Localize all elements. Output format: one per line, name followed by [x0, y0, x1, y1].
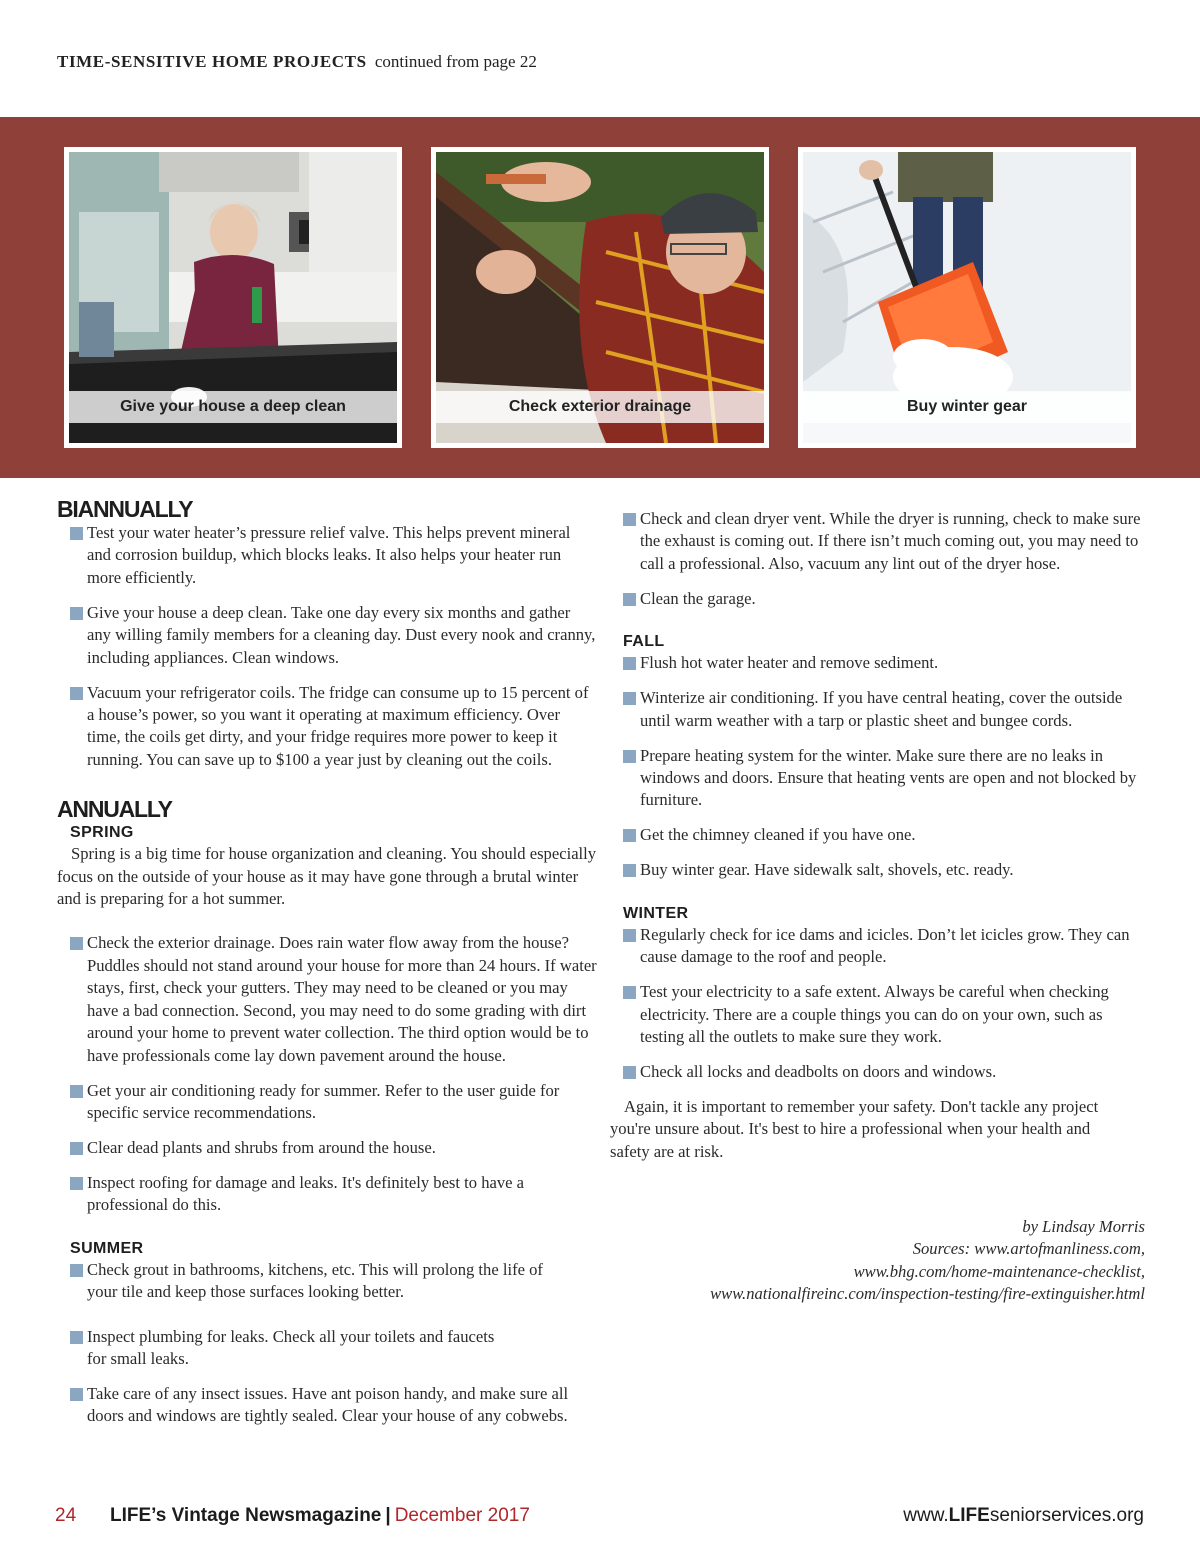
square-bullet-icon: [70, 527, 83, 540]
running-head-continued: continued from page 22: [374, 52, 537, 71]
list-item: Inspect roofing for damage and leaks. It's definitely best to have a professional do this.: [57, 1172, 597, 1217]
square-bullet-icon: [70, 687, 83, 700]
list-item: Check the exterior drainage. Does rain water flow away from the house? Puddles should not stand around your house for more than 24 hours. If water stays, first, check your gutters. They may need to be cleaned or you may have a bad connection. Second, you may need to do some grading with dirt around your home to prevent water collection. The third option would be to have professionals come lay down pavement around the house.: [57, 932, 597, 1066]
running-head-title: TIME-SENSITIVE HOME PROJECTS: [57, 52, 367, 71]
page-number: 24: [55, 1505, 77, 1526]
square-bullet-icon: [70, 607, 83, 620]
photo-banner: [0, 117, 1200, 478]
photo-drainage: [431, 147, 769, 448]
square-bullet-icon: [623, 657, 636, 670]
square-bullet-icon: [70, 1177, 83, 1190]
byline-sources-1: Sources: www.artofmanliness.com,: [912, 1239, 1145, 1259]
photo-caption: Give your house a deep clean: [64, 391, 402, 423]
square-bullet-icon: [70, 1142, 83, 1155]
summer-heading: SUMMER: [70, 1239, 144, 1257]
square-bullet-icon: [623, 513, 636, 526]
square-bullet-icon: [70, 1085, 83, 1098]
byline-sources-3: www.nationalfireinc.com/inspection-testing/fire-extinguisher.html: [710, 1284, 1145, 1304]
list-item: Take care of any insect issues. Have ant poison handy, and make sure all doors and windows are tightly sealed. Clear your house of any cobwebs.: [57, 1383, 597, 1428]
square-bullet-icon: [623, 829, 636, 842]
photo-caption: Buy winter gear: [798, 391, 1136, 423]
square-bullet-icon: [623, 929, 636, 942]
photo-deep-clean: [64, 147, 402, 448]
byline-sources-2: www.bhg.com/home-maintenance-checklist,: [853, 1261, 1145, 1281]
website-url: www.LIFEseniorservices.org: [903, 1505, 1144, 1526]
list-item: Buy winter gear. Have sidewalk salt, shovels, etc. ready.: [610, 859, 1150, 881]
running-head: [57, 52, 537, 72]
list-item: Vacuum your refrigerator coils. The fridge can consume up to 15 percent of a house’s power, so you want it operating at maximum efficiency. Over time, the coils get dirty, and your fridge requires more power to keep it running. You can save up to $100 a year just by cleaning out the coils.: [57, 682, 597, 772]
page-footer: [0, 1502, 1200, 1530]
square-bullet-icon: [623, 986, 636, 999]
byline-author: by Lindsay Morris: [1022, 1217, 1145, 1236]
fall-heading: FALL: [623, 633, 665, 651]
footer-separator: |: [385, 1505, 391, 1526]
winter-heading: WINTER: [623, 904, 689, 922]
right-column: [610, 508, 1150, 1163]
closing-paragraph: Again, it is important to remember your safety. Don't tackle any project you're unsure about. It's best to hire a professional when your health and safety are at risk.: [610, 1097, 1099, 1161]
list-item: Check all locks and deadbolts on doors and windows.: [610, 1061, 1150, 1083]
square-bullet-icon: [623, 1066, 636, 1079]
square-bullet-icon: [70, 1388, 83, 1401]
square-bullet-icon: [70, 1331, 83, 1344]
issue-date: December 2017: [394, 1505, 530, 1526]
list-item: Clear dead plants and shrubs from around the house.: [57, 1137, 597, 1159]
biannually-heading: BIANNUALLY: [57, 496, 193, 522]
photo-winter-gear: [798, 147, 1136, 448]
square-bullet-icon: [623, 864, 636, 877]
list-item: Get your air conditioning ready for summer. Refer to the user guide for specific service recommendations.: [57, 1080, 597, 1125]
publication-line: [110, 1502, 530, 1530]
list-item: Clean the garage.: [610, 588, 1150, 610]
list-item: Flush hot water heater and remove sediment.: [610, 652, 1150, 674]
list-item: Get the chimney cleaned if you have one.: [610, 824, 1150, 846]
byline: [585, 1216, 1145, 1306]
annually-heading: ANNUALLY: [57, 796, 172, 823]
list-item: Check grout in bathrooms, kitchens, etc. This will prolong the life of your tile and keep those surfaces looking better.: [57, 1259, 597, 1304]
list-item: Give your house a deep clean. Take one day every six months and gather any willing family members for a cleaning day. Dust every nook and cranny, including appliances. Clean windows.: [57, 602, 597, 669]
list-item: Prepare heating system for the winter. Make sure there are no leaks in windows and doors. Ensure that heating vents are open and not blocked by furniture.: [610, 745, 1150, 812]
square-bullet-icon: [623, 692, 636, 705]
spring-heading: SPRING: [70, 824, 134, 842]
list-item: Test your water heater’s pressure relief valve. This helps prevent mineral and corrosion buildup, which blocks leaks. It also helps your heater run more efficiently.: [57, 522, 597, 589]
left-column: [57, 495, 597, 1440]
list-item: Check and clean dryer vent. While the dryer is running, check to make sure the exhaust is coming out. If there isn’t much coming out, you may need to call a professional. Also, vacuum any lint out of the dryer hose.: [610, 508, 1150, 575]
square-bullet-icon: [623, 750, 636, 763]
square-bullet-icon: [70, 1264, 83, 1277]
list-item: Test your electricity to a safe extent. Always be careful when checking electricity. There are a couple things you can do on your own, such as testing all the outlets to make sure they work.: [610, 981, 1150, 1048]
publication-name: LIFE’s Vintage Newsmagazine: [110, 1505, 382, 1526]
square-bullet-icon: [70, 937, 83, 950]
photo-caption: Check exterior drainage: [431, 391, 769, 423]
square-bullet-icon: [623, 593, 636, 606]
list-item: Inspect plumbing for leaks. Check all your toilets and faucets for small leaks.: [57, 1326, 597, 1371]
spring-intro: Spring is a big time for house organization and cleaning. You should especially focus on the outside of your house as it may have gone through a brutal winter and is preparing for a hot summer.: [57, 844, 597, 909]
list-item: Regularly check for ice dams and icicles. Don’t let icicles grow. They can cause damage to the roof and people.: [610, 924, 1150, 969]
list-item: Winterize air conditioning. If you have central heating, cover the outside until warm weather with a tarp or plastic sheet and bungee cords.: [610, 687, 1150, 732]
